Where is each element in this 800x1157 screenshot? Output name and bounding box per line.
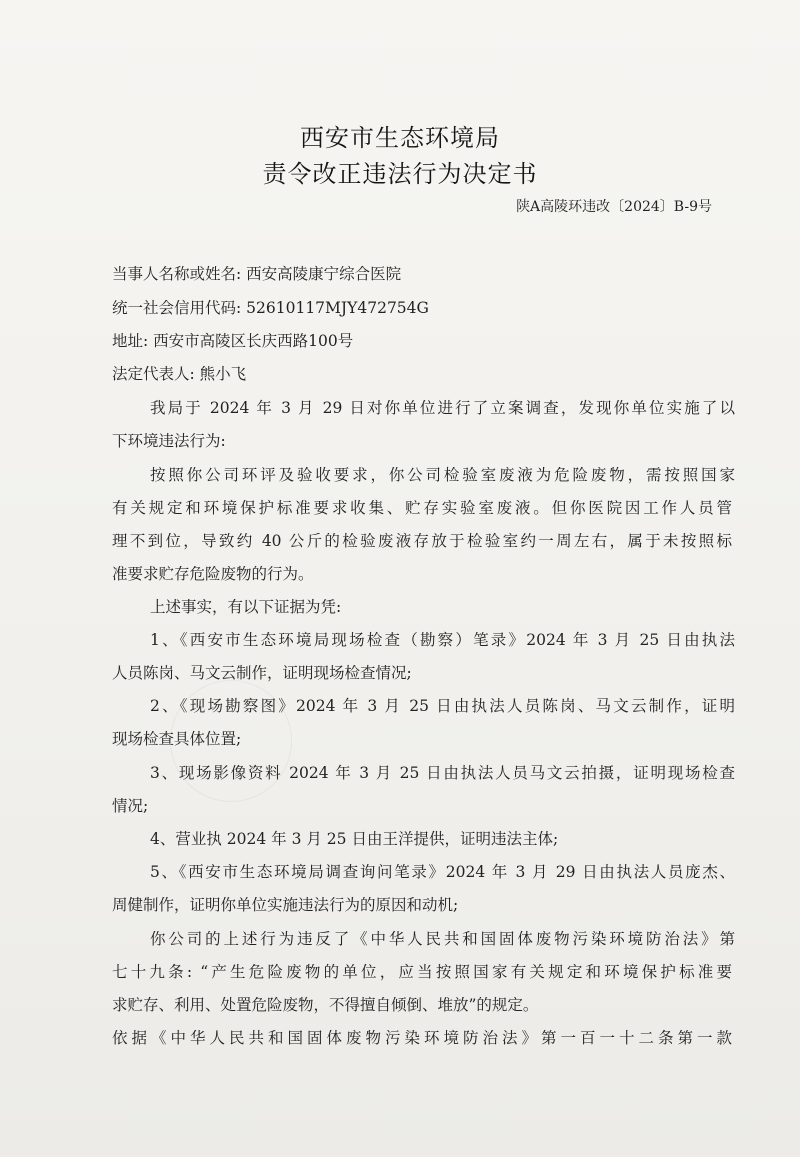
evidence-item: 4、营业执 2024 年 3 月 25 日由王洋提供，证明违法主体; [150,830,559,848]
evidence-item: 3、现场影像资料 2024 年 3 月 25 日由执法人员马文云拍摄，证明现场检查 [150,764,735,782]
document-number: 陕A高陵环违改〔2024〕B-9号 [516,199,712,215]
evidence-item-continued: 周健制作，证明你单位实施违法行为的原因和动机; [112,896,459,914]
paragraph-line: 依据《中华人民共和国固体废物污染环境防治法》第一百一十二条第一款 [112,1029,732,1047]
evidence-item-continued: 人员陈岗、马文云制作，证明现场检查情况; [112,664,412,682]
party-name: 当事人名称或姓名: 西安高陵康宁综合医院 [112,265,402,283]
evidence-item: 5、《西安市生态环境局调查询问笔录》2024 年 3 月 29 日由执法人员庞杰、 [150,863,735,881]
paragraph-line: 理不到位，导致约 40 公斤的检验废液存放于检验室约一周左右，属于未按照标 [112,532,732,550]
paragraph-line: 有关规定和环境保护标准要求收集、贮存实验室废液。但你医院因工作人员管 [112,499,732,517]
paragraph-line: 上述事实，有以下证据为凭: [150,598,342,616]
document-title: 责令改正违法行为决定书 [262,160,538,188]
paragraph-line: 你公司的上述行为违反了《中华人民共和国固体废物污染环境防治法》第 [150,930,735,948]
evidence-item-continued: 情况; [112,797,149,815]
paragraph-line: 准要求贮存危险废物的行为。 [112,565,314,583]
credit-code: 统一社会信用代码: 52610117MJY472754G [112,299,429,317]
paragraph-line: 求贮存、利用、处置危险废物，不得擅自倾倒、堆放”的规定。 [112,996,539,1014]
evidence-item: 2、《现场勘察图》2024 年 3 月 25 日由执法人员陈岗、马文云制作，证明 [150,697,735,715]
evidence-item-continued: 现场检查具体位置; [112,730,242,748]
document-title-agency: 西安市生态环境局 [300,124,500,152]
party-address: 地址: 西安市高陵区长庆西路100号 [112,332,354,350]
paragraph-line: 七十九条: “产生危险废物的单位，应当按照国家有关规定和环境保护标准要 [112,963,732,981]
paragraph-line: 我局于 2024 年 3 月 29 日对你单位进行了立案调查，发现你单位实施了以 [150,399,735,417]
paragraph-line: 下环境违法行为: [112,432,226,450]
paragraph-line: 按照你公司环评及验收要求，你公司检验室废液为危险废物，需按照国家 [150,466,735,484]
legal-representative: 法定代表人: 熊小飞 [112,365,247,383]
evidence-item: 1、《西安市生态环境局现场检查（勘察）笔录》2024 年 3 月 25 日由执法 [150,631,735,649]
